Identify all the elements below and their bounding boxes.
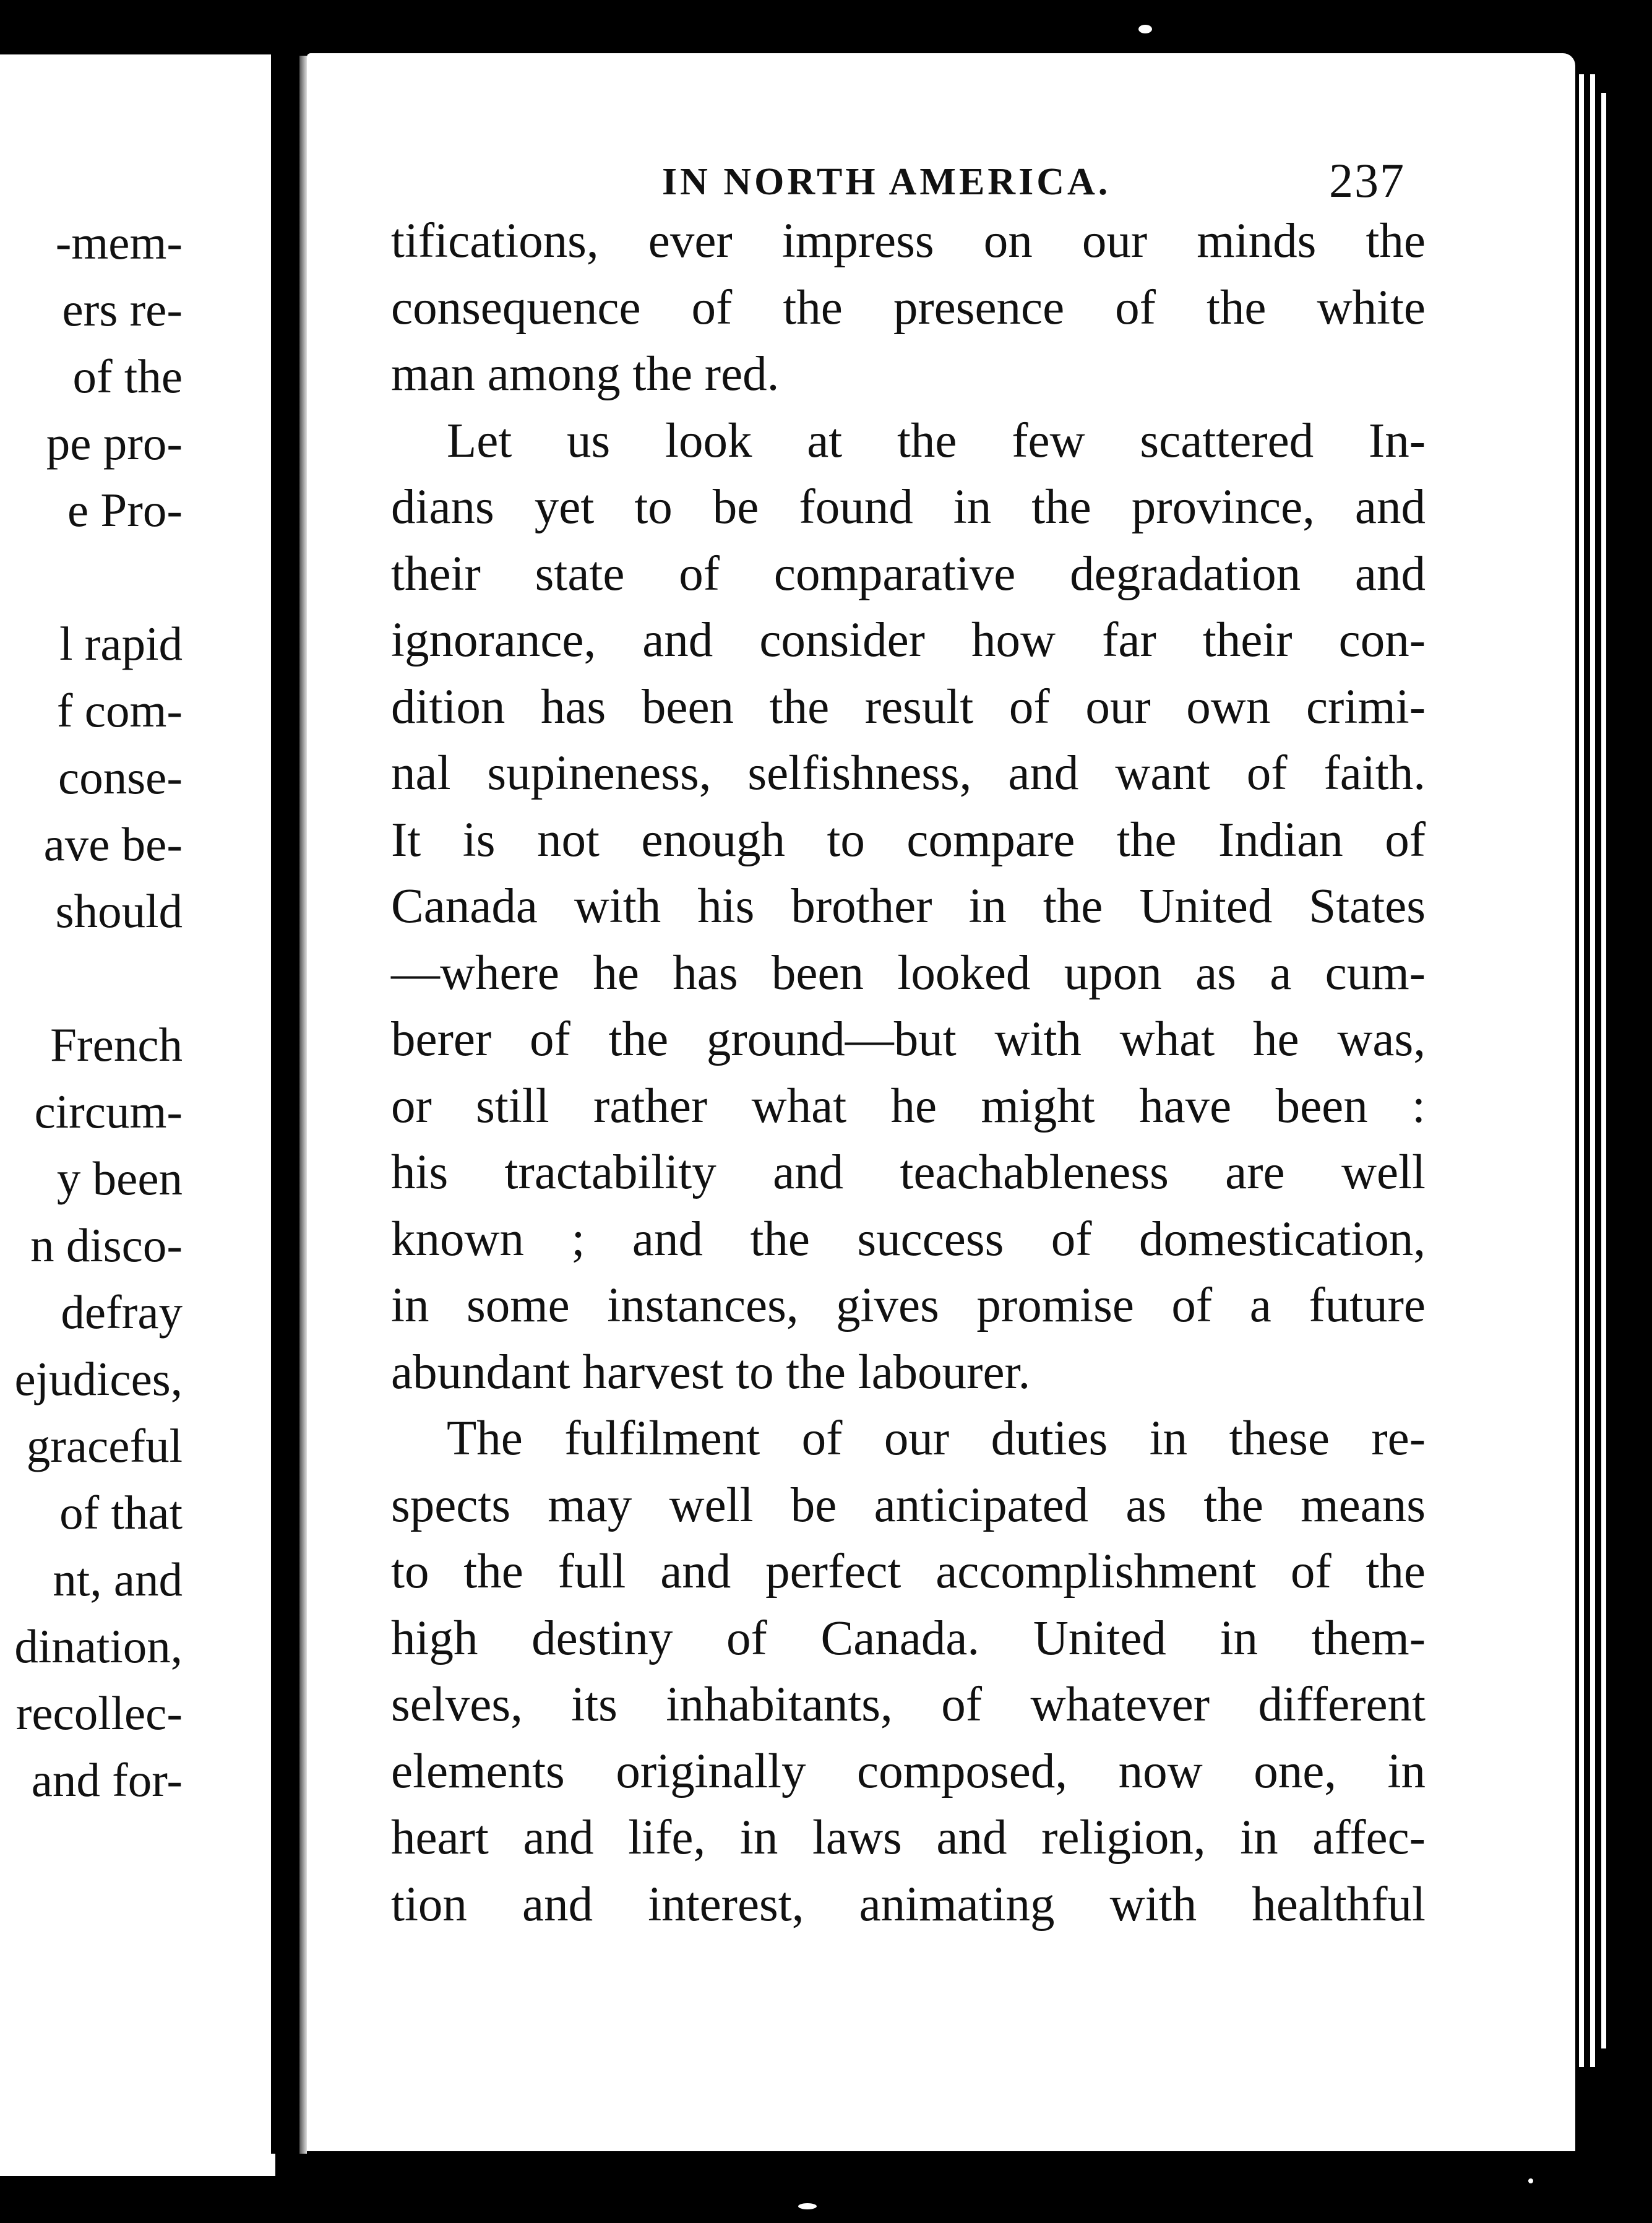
text-line: Canada with his brother in the United States (391, 879, 1426, 933)
text-line: selves, its inhabitants, of whatever different (391, 1678, 1426, 1732)
page-body (391, 208, 1426, 1938)
previous-page-text (0, 209, 183, 1813)
previous-page-line (0, 543, 183, 610)
previous-page-line: dination, (14, 1620, 183, 1673)
text-line: Let us look at the few scattered In- (447, 413, 1426, 468)
text-line: ignorance, and consider how far their con- (391, 613, 1426, 667)
text-line: tifications, ever impress on our minds the (391, 214, 1426, 268)
page-edge (1579, 74, 1584, 2067)
previous-page-line: French (50, 1018, 183, 1071)
previous-page-line: -mem- (55, 216, 183, 269)
text-line: in some instances, gives promise of a future (391, 1279, 1426, 1332)
text-line: their state of comparative degradation and (391, 546, 1426, 601)
text-line: berer of the ground—but with what he was, (391, 1012, 1426, 1066)
text-line: consequence of the presence of the white (391, 280, 1426, 335)
running-head (307, 112, 1427, 207)
previous-page-line: ave be- (43, 818, 183, 871)
text-line: abundant harvest to the labourer. (391, 1345, 1031, 1399)
previous-page-line: nt, and (53, 1553, 183, 1606)
previous-page-line: recollec- (15, 1686, 183, 1740)
previous-page-line: f com- (56, 684, 183, 737)
previous-page-line: of that (59, 1486, 183, 1539)
text-line: dition has been the result of our own crimi- (391, 680, 1426, 734)
scan-speck (1138, 25, 1152, 33)
text-line: nal supineness, selfishness, and want of faith. (391, 746, 1426, 800)
page-edge (1601, 93, 1606, 2048)
previous-page-line: conse- (58, 751, 183, 804)
previous-page-line: y been (56, 1152, 183, 1205)
previous-page-line: circum- (34, 1085, 183, 1138)
page-edge (1590, 74, 1595, 2067)
previous-page-line: ers re- (62, 283, 183, 336)
scan-speck (798, 2203, 817, 2209)
previous-page-line: l rapid (59, 617, 183, 670)
page-number: 237 (1329, 153, 1405, 207)
previous-page-line: ejudices, (14, 1352, 183, 1405)
previous-page-line: graceful (26, 1419, 183, 1472)
text-line: It is not enough to compare the Indian of (391, 813, 1426, 867)
text-line: man among the red. (391, 347, 780, 401)
previous-page-line: of the (72, 350, 183, 403)
previous-page-line: and for- (31, 1753, 183, 1806)
text-line: or still rather what he might have been : (391, 1079, 1426, 1133)
book-gutter (271, 50, 299, 2154)
text-line: tion and interest, animating with healthful (391, 1877, 1426, 1932)
previous-page-line: pe pro- (46, 417, 183, 470)
current-page (307, 53, 1575, 2151)
text-line: heart and life, in laws and religion, in affec- (391, 1811, 1426, 1865)
text-line: spects may well be anticipated as the means (391, 1478, 1426, 1532)
gutter-shadow (299, 56, 307, 2154)
text-line: known ; and the success of domestication, (391, 1212, 1426, 1266)
text-line: high destiny of Canada. United in them- (391, 1611, 1426, 1665)
text-line: to the full and perfect accomplishment of the (391, 1545, 1426, 1599)
previous-page-line: defray (61, 1285, 183, 1339)
previous-page-line (0, 944, 183, 1011)
text-line: The fulfilment of our duties in these re- (447, 1412, 1426, 1465)
previous-page-line: e Pro- (67, 483, 183, 537)
text-line: elements originally composed, now one, in (391, 1744, 1426, 1798)
previous-page-line: should (55, 884, 183, 938)
running-title: IN NORTH AMERICA. (662, 161, 1111, 203)
text-line: —where he has been looked upon as a cum- (391, 946, 1426, 1000)
previous-page (0, 54, 275, 2176)
scan-speck (1528, 2178, 1533, 2183)
text-line: dians yet to be found in the province, and (391, 480, 1426, 534)
previous-page-line: n disco- (30, 1219, 183, 1272)
text-line: his tractability and teachableness are well (391, 1146, 1426, 1199)
